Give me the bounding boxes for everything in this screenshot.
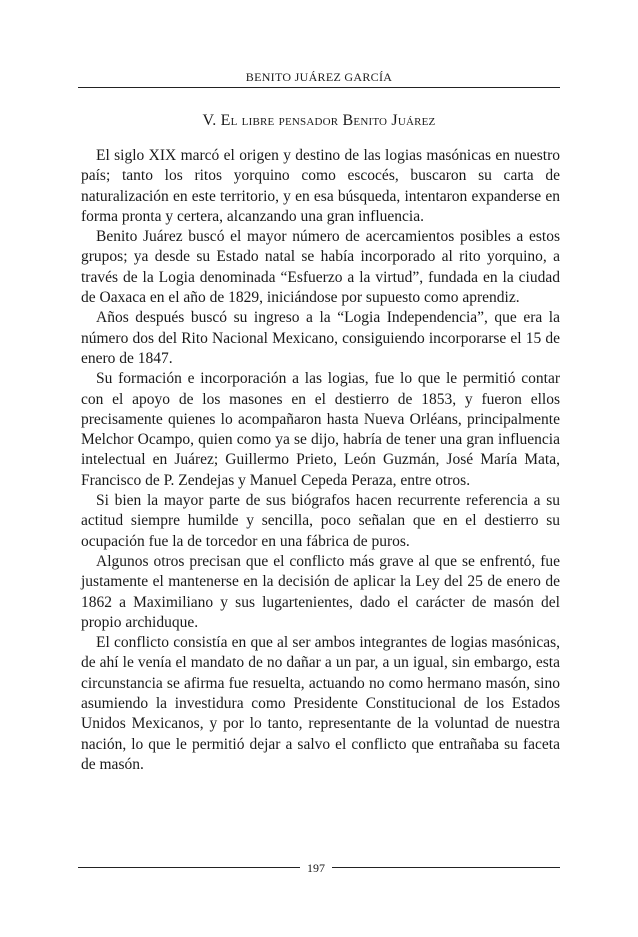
paragraph: Algunos otros precisan que el conflicto más grave al que se enfrentó, fue justamente el mantenerse en la decisión de aplicar la Ley del 25 de enero de 1862 a Maximiliano y sus lugartenientes, dado el carácter de masón del propio archiduque. — [81, 552, 560, 631]
paragraph: El siglo XIX marcó el origen y destino de las logias masónicas en nuestro país; tanto los ritos yorquino como escocés, buscaron su carta de naturalización en este territorio, y en esa búsqueda, intentaron expanderse en forma pronta y certera, alcanzando una gran influencia. — [81, 147, 560, 225]
footer-rule-left — [78, 867, 300, 868]
header-rule — [78, 87, 560, 88]
body-text — [81, 146, 560, 775]
paragraph: Benito Juárez buscó el mayor número de acercamientos posibles a estos grupos; ya desde su Estado natal se había incorporado al rito yorquino, a través de la Logia denominada “Esfuerzo a la virtud”, fundada en la ciudad de Oaxaca en el año de 1829, iniciándose por supuesto como aprendiz. — [81, 228, 560, 307]
paragraph: Años después buscó su ingreso a la “Logia Independencia”, que era la número dos del Rito Nacional Mexicano, consiguiendo incorporarse el 15 de enero de 1847. — [81, 309, 560, 367]
paragraph: El conflicto consistía en que al ser ambos integrantes de logias masónicas, de ahí le venía el mandato de no dañar a un par, a un igual, sin embargo, esta circunstancia se afirma fue resuelta, actuando no como hermano masón, sino asumiendo la investidura como Presidente Constitucional de los Estados Unidos Mexicanos, y por lo tanto, representante de la voluntad de nuestra nación, lo que le permitió dejar a salvo el conflicto que entrañaba su faceta de masón. — [81, 634, 560, 773]
section-title: V. El libre pensador Benito Juárez — [202, 112, 436, 129]
paragraph: Si bien la mayor parte de sus biógrafos hacen recurrente referencia a su actitud siempre humilde y sencilla, poco señalan que en el destierro su ocupación fue la de torcedor en una fábrica de puros. — [81, 492, 560, 550]
running-head: BENITO JUÁREZ GARCÍA — [245, 70, 393, 84]
paragraph: Su formación e incorporación a las logias, fue lo que le permitió contar con el apoyo de los masones en el destierro de 1853, y fueron ellos precisamente quienes lo acompañaron hasta Nueva Orléans, principalmente Melchor Ocampo, quien como ya se dijo, habría de tener una gran influencia intelectual en Juárez; Guillermo Prieto, León Guzmán, José María Mata, Francisco de P. Zendejas y Manuel Cepeda Peraza, entre otros. — [81, 370, 560, 489]
page-number: 197 — [307, 861, 325, 875]
footer-rule-right — [332, 867, 560, 868]
